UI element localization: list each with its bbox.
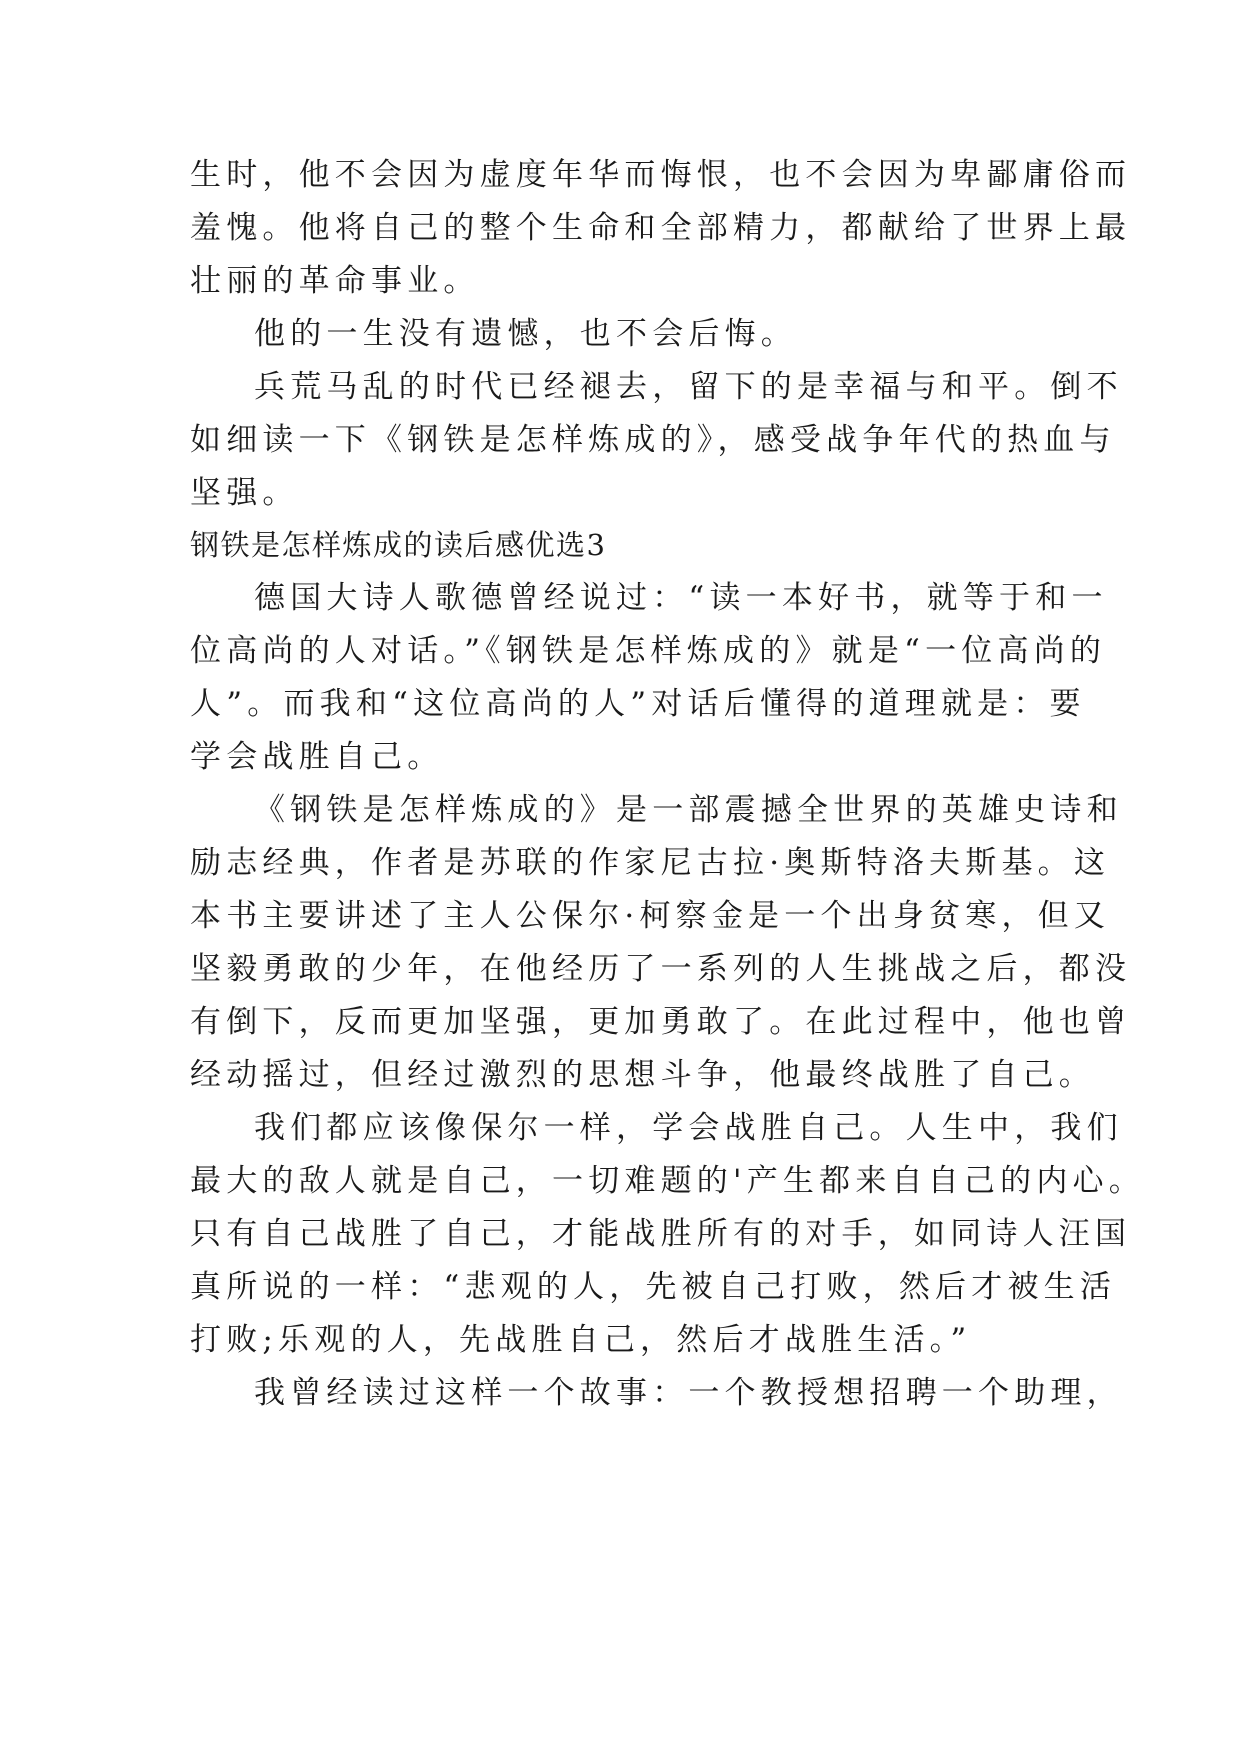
text-line: 如细读一下《钢铁是怎样炼成的》，感受战争年代的热血与 [190, 422, 1116, 458]
text-line: 壮丽的革命事业。 [190, 263, 480, 299]
section-heading: 钢铁是怎样炼成的读后感优选3 [190, 528, 607, 562]
paragraph-first-line: 《钢铁是怎样炼成的》是一部震撼全世界的英雄史诗和 [254, 792, 1123, 828]
text-line: 打败;乐观的人，先战胜自己，然后才战胜生活。” [190, 1322, 972, 1358]
text-line: 学会战胜自己。 [190, 739, 444, 775]
text-line: 人”。而我和“这位高尚的人”对话后懂得的道理就是：要 [190, 686, 1086, 722]
text-line: 只有自己战胜了自己，才能战胜所有的对手，如同诗人汪国 [190, 1216, 1132, 1252]
text-line: 本书主要讲述了主人公保尔·柯察金是一个出身贫寒，但又 [190, 898, 1111, 934]
paragraph-first-line: 德国大诗人歌德曾经说过：“读一本好书，就等于和一 [254, 580, 1108, 616]
text-line: 有倒下，反而更加坚强，更加勇敢了。在此过程中，他也曾 [190, 1004, 1132, 1040]
text-line: 坚毅勇敢的少年，在他经历了一系列的人生挑战之后，都没 [190, 951, 1132, 987]
text-line: 羞愧。他将自己的整个生命和全部精力，都献给了世界上最 [190, 210, 1132, 246]
paragraph-first-line: 我曾经读过这样一个故事：一个教授想招聘一个助理， [254, 1375, 1123, 1411]
paragraph-first-line: 他的一生没有遗憾，也不会后悔。 [254, 316, 797, 352]
paragraph-first-line: 我们都应该像保尔一样，学会战胜自己。人生中，我们 [254, 1110, 1123, 1146]
text-line: 真所说的一样：“悲观的人，先被自己打败，然后才被生活 [190, 1269, 1117, 1305]
text-line: 位高尚的人对话。”《钢铁是怎样炼成的》就是“一位高尚的 [190, 633, 1107, 669]
text-line: 坚强。 [190, 475, 299, 511]
text-line: 最大的敌人就是自己，一切难题的'产生都来自自己的内心。 [190, 1163, 1145, 1199]
text-line: 经动摇过，但经过激烈的思想斗争，他最终战胜了自己。 [190, 1057, 1095, 1093]
paragraph-first-line: 兵荒马乱的时代已经褪去，留下的是幸福与和平。倒不 [254, 369, 1123, 405]
text-line: 励志经典，作者是苏联的作家尼古拉·奥斯特洛夫斯基。这 [190, 845, 1111, 881]
text-line: 生时，他不会因为虚度年华而悔恨，也不会因为卑鄙庸俗而 [190, 157, 1132, 193]
